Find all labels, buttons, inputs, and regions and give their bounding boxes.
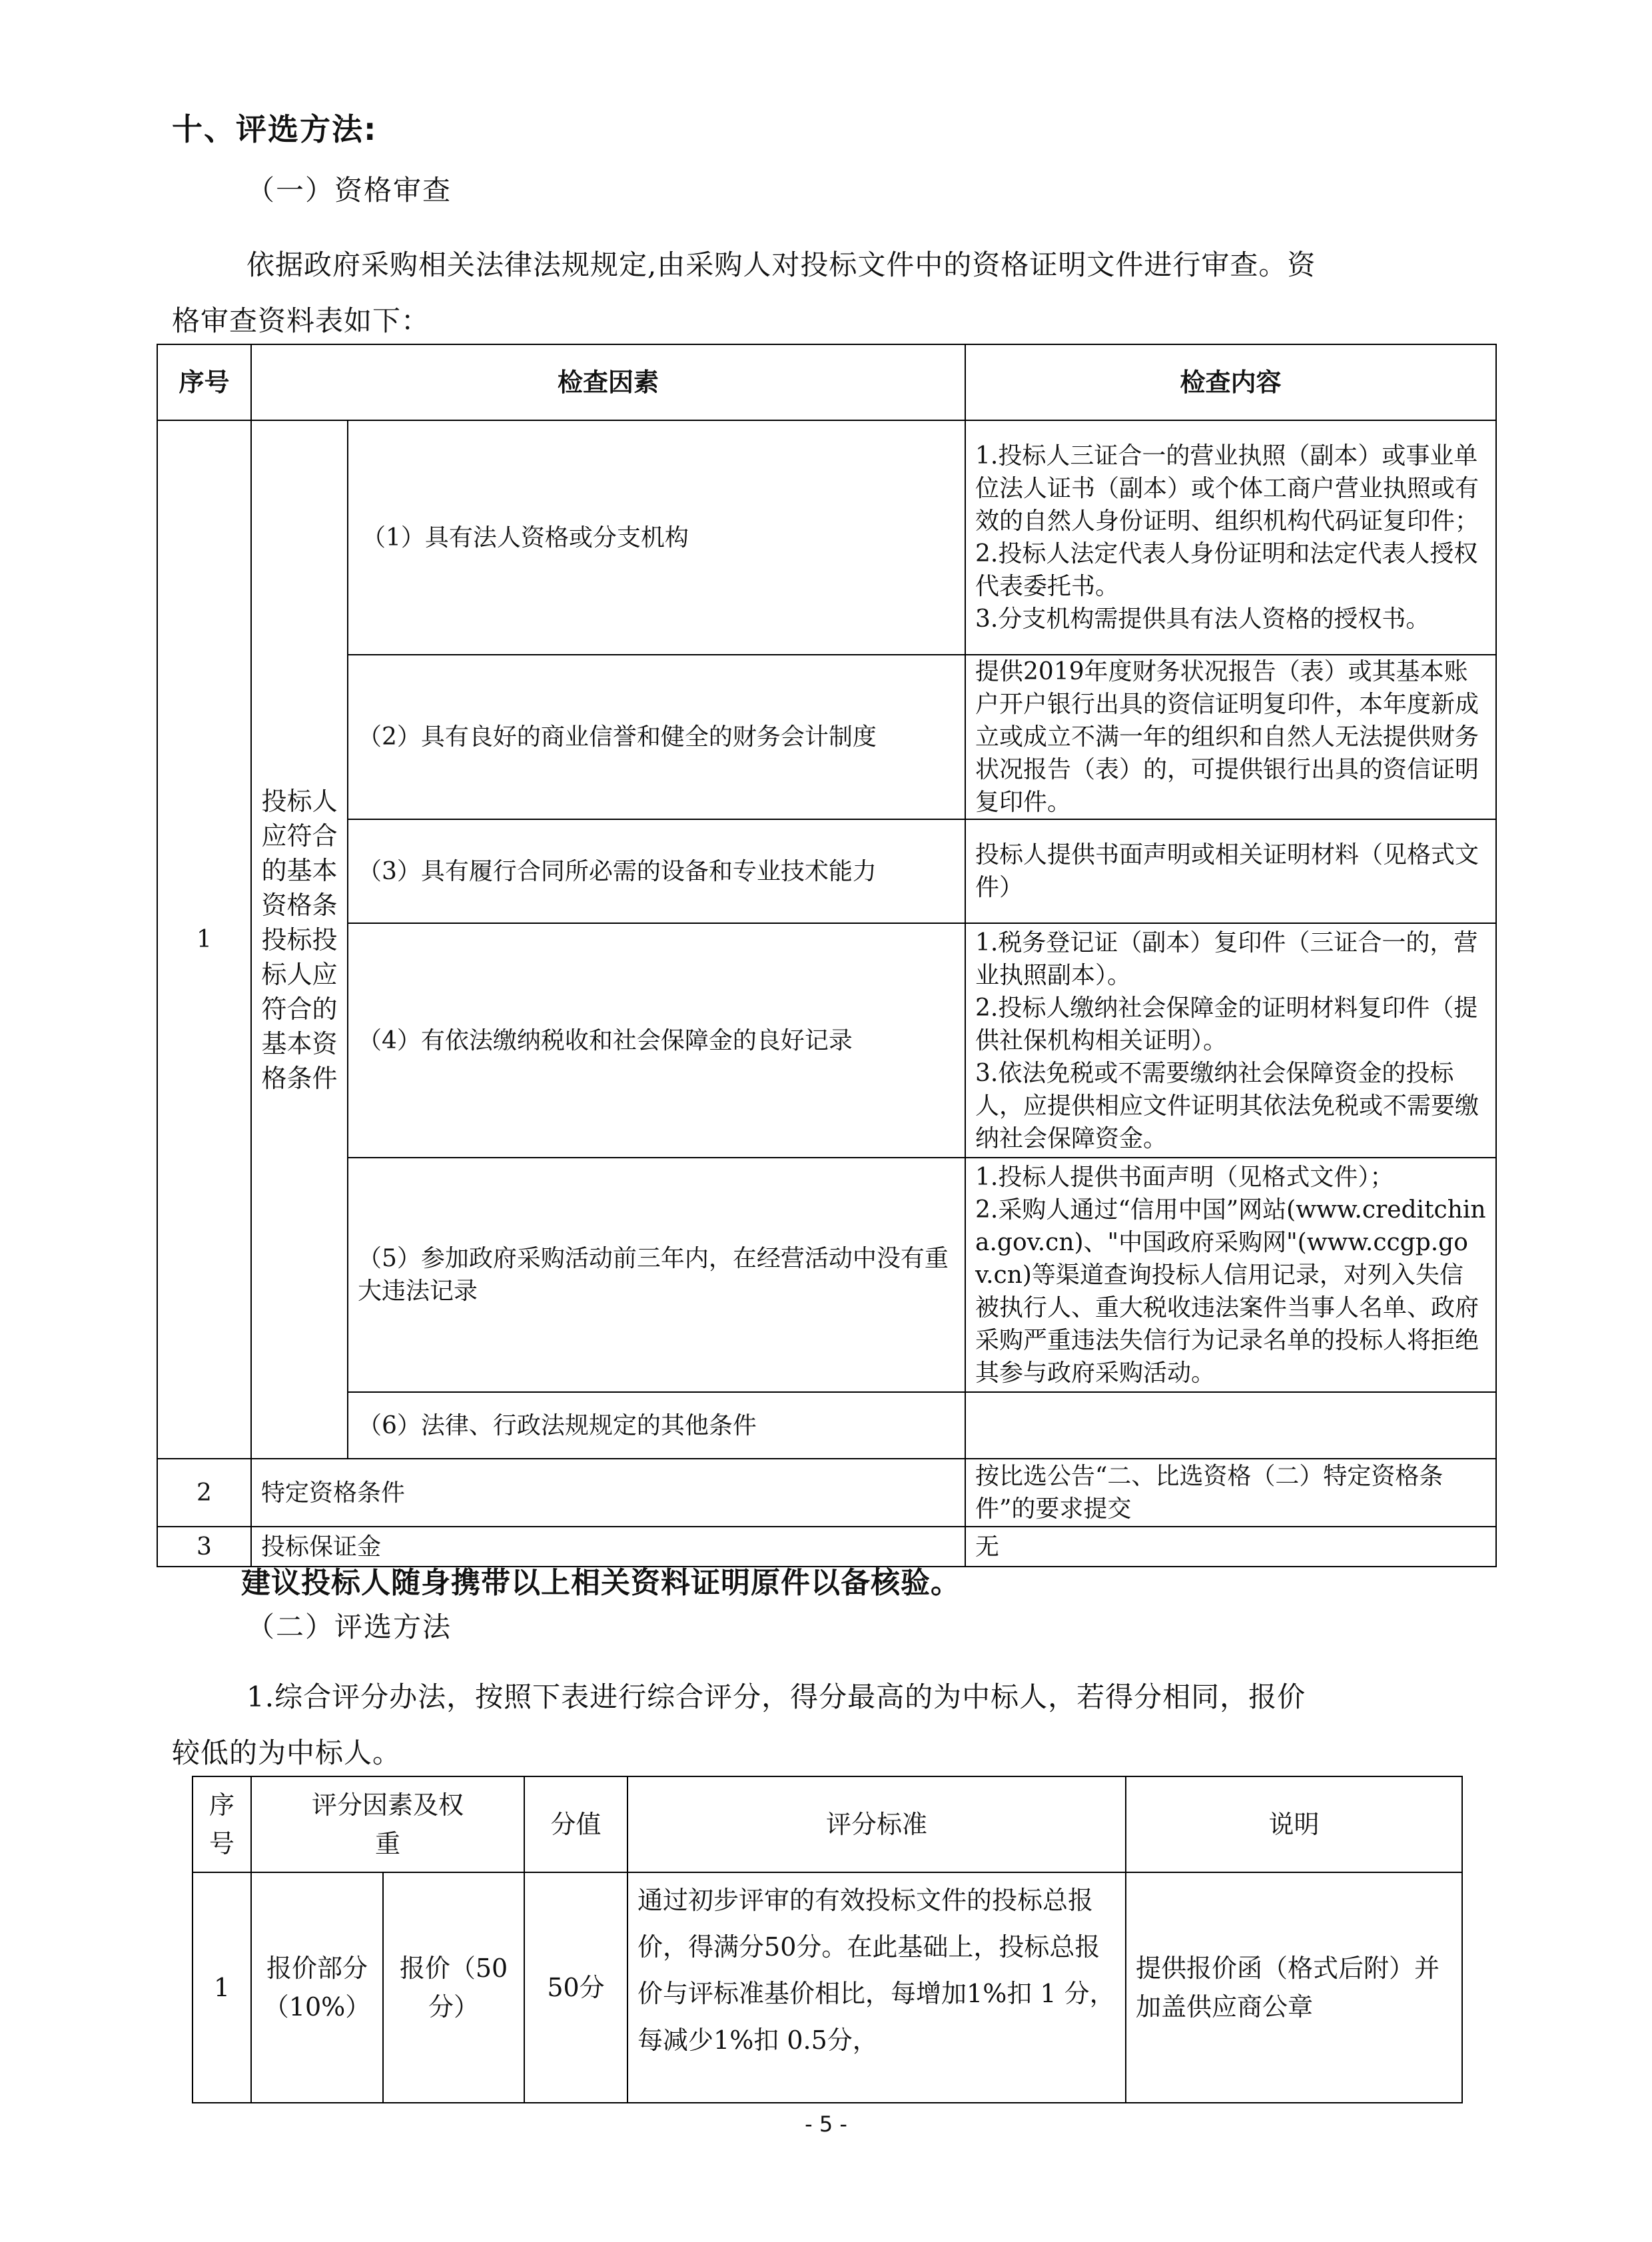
t2-row1-score: 50分 xyxy=(524,1872,627,2103)
method-line-2: 较低的为中标人。 xyxy=(172,1736,402,1769)
bold-note: 建议投标人随身携带以上相关资料证明原件以备核验。 xyxy=(241,1566,961,1600)
row3-factor: 投标保证金 xyxy=(251,1527,965,1567)
page-number: - 5 - xyxy=(805,2111,847,2137)
qualification-table xyxy=(157,344,1497,1567)
content-2: 提供2019年度财务状况报告（表）或其基本账户开户银行出具的资信证明复印件，本年度新成立或成立不满一年的组织和自然人无法提供财务状况报告（表）的，可提供银行出具的资信证明复印件。 xyxy=(965,655,1496,819)
t2-row1-factor-b: 报价（50分） xyxy=(383,1872,524,2103)
table-row xyxy=(157,923,1496,1158)
table-row xyxy=(157,1392,1496,1459)
header-no: 序号 xyxy=(157,344,251,420)
factor-4: （4）有依法缴纳税收和社会保障金的良好记录 xyxy=(348,923,965,1158)
header-factor: 检查因素 xyxy=(251,344,965,420)
t2-header-no: 序号 xyxy=(193,1776,251,1872)
row2-no: 2 xyxy=(157,1459,251,1527)
row1-group: 投标人应符合的基本资格条投标投标人应符合的基本资格条件 xyxy=(251,420,348,1459)
content-5: 1.投标人提供书面声明（见格式文件）； 2.采购人通过“信用中国”网站(www.creditchina.gov.cn)、"中国政府采购网"(www.ccgp.gov.cn)等渠道查询投标人信用记录，对列入失信被执行人、重大税收违法案件当事人名单、政府采购严重违法失信行为记录名单的投标人将拒绝其参与政府采购活动。 xyxy=(965,1158,1496,1392)
intro-line-2: 格审查资料表如下： xyxy=(172,304,430,337)
t2-row1-factor-a: 报价部分（10%） xyxy=(251,1872,383,2103)
t2-header-score: 分值 xyxy=(524,1776,627,1872)
table-row xyxy=(157,655,1496,819)
t2-row1-no: 1 xyxy=(193,1872,251,2103)
scoring-table xyxy=(192,1776,1463,2103)
factor-3: （3）具有履行合同所必需的设备和专业技术能力 xyxy=(348,819,965,923)
table-row xyxy=(157,1158,1496,1392)
t2-header-criteria: 评分标准 xyxy=(627,1776,1126,1872)
row3-content: 无 xyxy=(965,1527,1496,1567)
row2-content: 按比选公告“二、比选资格（二）特定资格条件”的要求提交 xyxy=(965,1459,1496,1527)
sub2-title: （二）评选方法 xyxy=(246,1611,452,1643)
sub1-title: （一）资格审查 xyxy=(246,174,452,206)
t2-header-factor: 评分因素及权重 xyxy=(251,1776,524,1872)
content-6 xyxy=(965,1392,1496,1459)
factor-6: （6）法律、行政法规规定的其他条件 xyxy=(348,1392,965,1459)
table-row xyxy=(193,1872,1462,2103)
method-line-1: 1.综合评分办法，按照下表进行综合评分，得分最高的为中标人，若得分相同，报价 xyxy=(246,1681,1306,1713)
t2-header-note: 说明 xyxy=(1126,1776,1462,1872)
factor-1: （1）具有法人资格或分支机构 xyxy=(348,420,965,655)
table-row xyxy=(157,420,1496,655)
t2-row1-note: 提供报价函（格式后附）并加盖供应商公章 xyxy=(1126,1872,1462,2103)
content-3: 投标人提供书面声明或相关证明材料（见格式文件） xyxy=(965,819,1496,923)
row1-no: 1 xyxy=(157,420,251,1459)
header-content: 检查内容 xyxy=(965,344,1496,420)
row3-no: 3 xyxy=(157,1527,251,1567)
intro-line-1: 依据政府采购相关法律法规规定,由采购人对投标文件中的资格证明文件进行审查。资 xyxy=(246,248,1316,281)
table-row xyxy=(157,1459,1496,1527)
factor-5: （5）参加政府采购活动前三年内，在经营活动中没有重大违法记录 xyxy=(348,1158,965,1392)
section-title: 十、评选方法: xyxy=(172,111,378,147)
factor-2: （2）具有良好的商业信誉和健全的财务会计制度 xyxy=(348,655,965,819)
content-4: 1.税务登记证（副本）复印件（三证合一的，营业执照副本）。 2.投标人缴纳社会保障金的证明材料复印件（提供社保机构相关证明）。 3.依法免税或不需要缴纳社会保障资金的投标人，应提供相应文件证明其依法免税或不需要缴纳社会保障资金。 xyxy=(965,923,1496,1158)
row2-factor: 特定资格条件 xyxy=(251,1459,965,1527)
table-row xyxy=(157,819,1496,923)
t2-row1-criteria: 通过初步评审的有效投标文件的投标总报价，得满分50分。在此基础上，投标总报价与评标准基价相比，每增加1%扣 1 分，每减少1%扣 0.5分， xyxy=(627,1872,1126,2103)
content-1: 1.投标人三证合一的营业执照（副本）或事业单位法人证书（副本）或个体工商户营业执照或有效的自然人身份证明、组织机构代码证复印件； 2.投标人法定代表人身份证明和法定代表人授权代表委托书。 3.分支机构需提供具有法人资格的授权书。 xyxy=(965,420,1496,655)
